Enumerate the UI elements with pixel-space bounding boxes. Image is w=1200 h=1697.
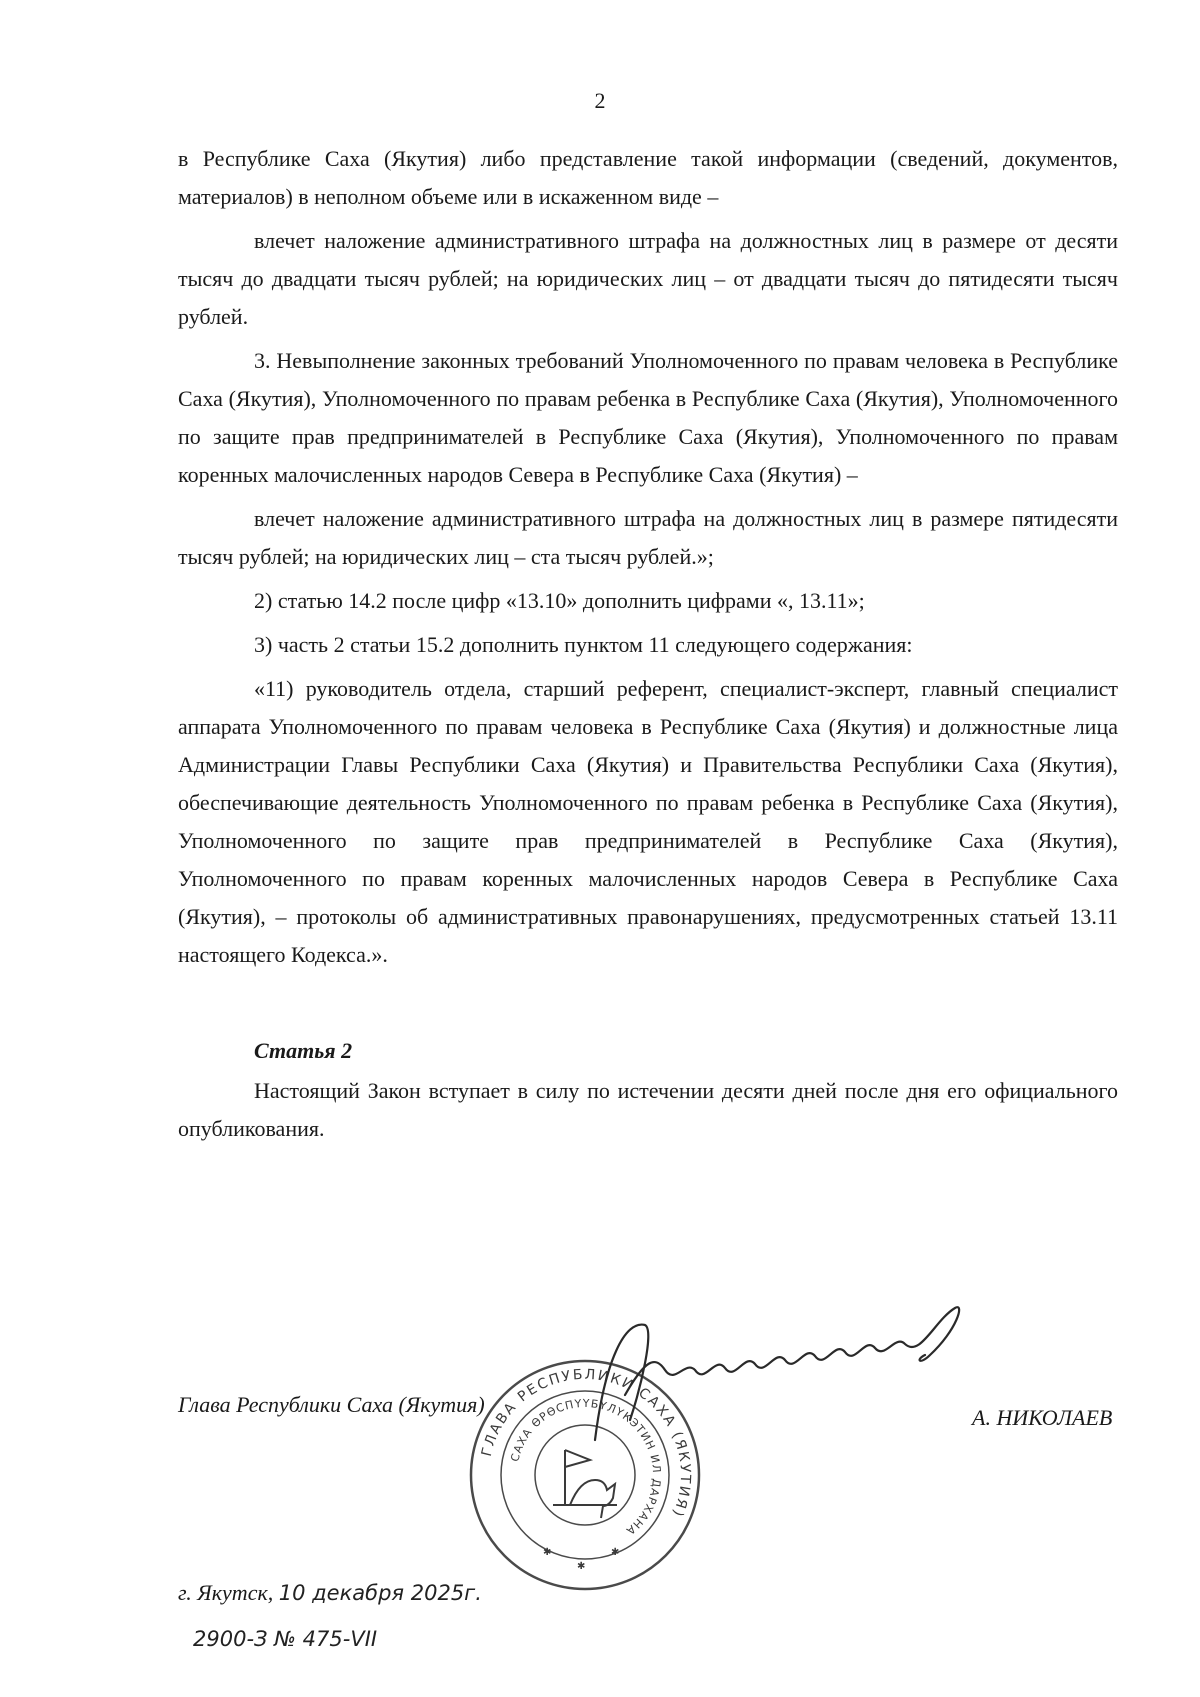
signatory-name: А. НИКОЛАЕВ xyxy=(972,1405,1113,1430)
registration-number: 2900-З № 475-VII xyxy=(193,1627,378,1651)
paragraph-amendment-2: 2) статью 14.2 после цифр «13.10» дополнить цифрами «, 13.11»; xyxy=(254,588,865,613)
page-number: 2 xyxy=(594,88,606,113)
paragraph-item-3: 3. Невыполнение законных требований Уполномоченного по правам человека в Республике Саха (Якутия), Уполномоченного по правам ребенка в Республике Саха (Якутия), Уполномоченного по защите прав предпринимателей в Республике Саха (Якутия), Уполномоченного по правам коренных малочисленных народов Севера в Республике Саха (Якутия) – xyxy=(178,348,1118,487)
paragraph-continuation: в Республике Саха (Якутия) либо представление такой информации (сведений, документов, материалов) в неполном объеме или в искаженном виде – xyxy=(178,146,1118,209)
handwritten-signature-icon xyxy=(585,1300,1025,1450)
svg-text:✱: ✱ xyxy=(543,1547,552,1558)
svg-text:✱: ✱ xyxy=(577,1561,586,1572)
signatory-title: Глава Республики Саха (Якутия) xyxy=(178,1392,485,1417)
paragraph-penalty-1: влечет наложение административного штрафа на должностных лиц в размере от десяти тысяч до двадцати тысяч рублей; на юридических лиц – от двадцати тысяч до пятидесяти тысяч рублей. xyxy=(178,228,1118,329)
svg-text:✱: ✱ xyxy=(611,1547,620,1558)
article-title: Статья 2 xyxy=(254,1038,353,1063)
svg-text:САХА ӨРӨСПҮҮБҮЛҮКЭТИН ИЛ ДАРХА: САХА ӨРӨСПҮҮБҮЛҮКЭТИН ИЛ ДАРХАНА xyxy=(508,1396,664,1538)
place-date xyxy=(178,1580,482,1606)
paragraph-penalty-2: влечет наложение административного штрафа на должностных лиц в размере пятидесяти тысяч рублей; на юридических лиц – ста тысяч рублей.»; xyxy=(178,506,1118,569)
place: г. Якутск, xyxy=(178,1580,274,1605)
article-text: Настоящий Закон вступает в силу по истечении десяти дней после дня его официального опубликования. xyxy=(178,1078,1118,1141)
paragraph-amendment-3: 3) часть 2 статьи 15.2 дополнить пунктом 11 следующего содержания: xyxy=(254,632,913,657)
svg-text:ГЛАВА РЕСПУБЛИКИ САХА (ЯКУТИЯ): ГЛАВА РЕСПУБЛИКИ САХА (ЯКУТИЯ) xyxy=(478,1366,694,1521)
paragraph-point-11: «11) руководитель отдела, старший референт, специалист-эксперт, главный специалист аппарата Уполномоченного по правам человека в Республике Саха (Якутия) и должностные лица Администрации Главы Республики Саха (Якутия) и Правительства Республики Саха (Якутия), обеспечивающие деятельность Уполномоченного по правам ребенка в Республике Саха (Якутия), Уполномоченного по защите прав предпринимателей в Республике Саха (Якутия), Уполномоченного по правам коренных малочисленных народов Севера в Республике Саха (Якутия), – протоколы об административных правонарушениях, предусмотренных статьей 13.11 настоящего Кодекса.». xyxy=(178,676,1118,967)
handwritten-date: 10 декабря 2025г. xyxy=(278,1581,482,1605)
